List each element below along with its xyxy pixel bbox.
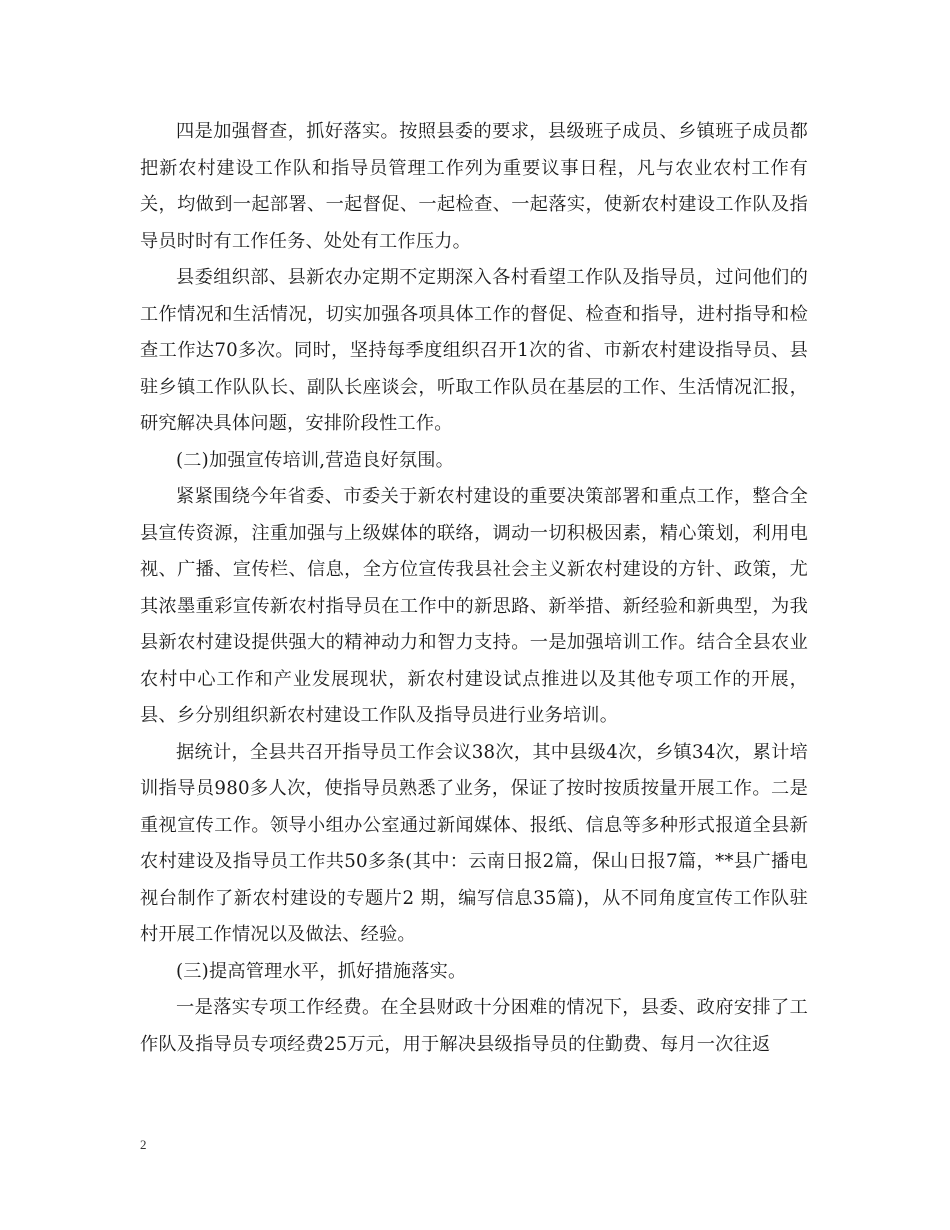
paragraph-supervision: 四是加强督查，抓好落实。按照县委的要求，县级班子成员、乡镇班子成员都把新农村建设工作队和指导员管理工作列为重要议事日程，凡与农业农村工作有关，均做到一起部署、一起督促、一起检查、一起落实，使新农村建设工作队及指导员时时有工作任务、处处有工作压力。 [140, 121, 808, 252]
section-heading-management: (三)提高管理水平，抓好措施落实。 [176, 960, 467, 982]
section-heading-publicity: (二)加强宣传培训,营造良好氛围。 [176, 449, 454, 471]
paragraph-visits: 县委组织部、县新农办定期不定期深入各村看望工作队及指导员，过问他们的工作情况和生活情况，切实加强各项具体工作的督促、检查和指导，进村指导和检查工作达70多次。同时，坚持每季度组织召开1次的省、市新农村建设指导员、县驻乡镇工作队队长、副队长座谈会，听取工作队员在基层的工作、生活情况汇报，研究解决具体问题，安排阶段性工作。 [140, 267, 808, 434]
paragraph-statistics: 据统计，全县共召开指导员工作会议38次，其中县级4次，乡镇34次，累计培训指导员980多人次，使指导员熟悉了业务，保证了按时按质按量开展工作。二是重视宣传工作。领导小组办公室通过新闻媒体、报纸、信息等多种形式报道全县新农村建设及指导员工作共50多条(其中：云南日报2篇，保山日报7篇，**县广播电视台制作了新农村建设的专题片2 期，编写信息35篇)，从不同角度宣传工作队驻村开展工作情况以及做法、经验。 [140, 741, 808, 945]
document-body [140, 114, 808, 1063]
paragraph-publicity: 紧紧围绕今年省委、市委关于新农村建设的重要决策部署和重点工作，整合全县宣传资源，注重加强与上级媒体的联络，调动一切积极因素，精心策划，利用电视、广播、宣传栏、信息，全方位宣传我县社会主义新农村建设的方针、政策，尤其浓墨重彩宣传新农村指导员在工作中的新思路、新举措、新经验和新典型，为我县新农村建设提供强大的精神动力和智力支持。一是加强培训工作。结合全县农业农村中心工作和产业发展现状，新农村建设试点推进以及其他专项工作的开展，县、乡分别组织新农村建设工作队及指导员进行业务培训。 [140, 486, 808, 726]
paragraph-funding: 一是落实专项工作经费。在全县财政十分困难的情况下，县委、政府安排了工作队及指导员专项经费25万元，用于解决县级指导员的住勤费、每月一次往返 [140, 997, 808, 1055]
page-number: 2 [140, 1137, 147, 1152]
